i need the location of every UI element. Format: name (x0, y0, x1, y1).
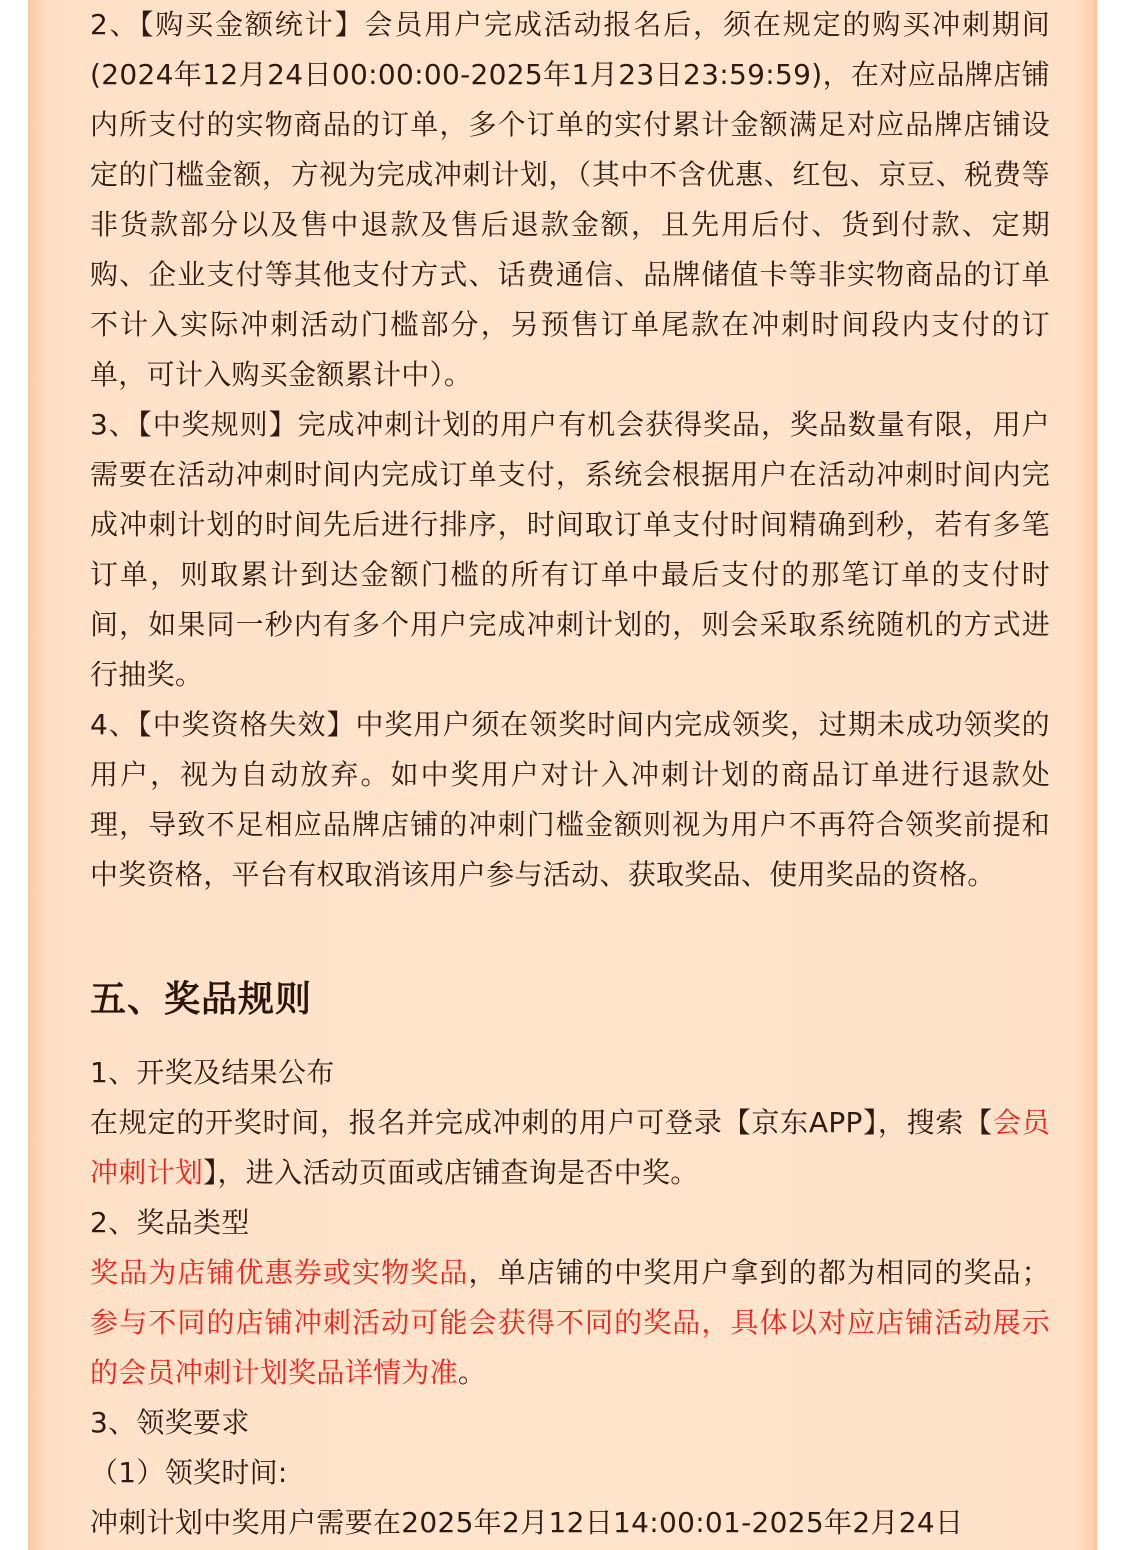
rules-content (90, 0, 1050, 1548)
rule-winning: 3、【中奖规则】完成冲刺计划的用户有机会获得奖品，奖品数量有限，用户需要在活动冲刺时间内完成订单支付，系统会根据用户在活动冲刺时间内完成冲刺计划的时间先后进行排序，时间取订单支付时间精确到秒，若有多笔订单，则取累计到达金额门槛的所有订单中最后支付的那笔订单的支付时间，如果同一秒内有多个用户完成冲刺计划的，则会采取系统随机的方式进行抽奖。 (90, 408, 1050, 691)
draw-text-b: 】，进入活动页面或店铺查询是否中奖。 (203, 1156, 699, 1189)
prize-type-end: 。 (457, 1356, 487, 1389)
subsection-title-prize-type: 2、奖品类型 (90, 1206, 250, 1239)
draw-text-a: 在规定的开奖时间，报名并完成冲刺的用户可登录【京东APP】，搜索【 (90, 1106, 993, 1139)
prize-type-highlight: 奖品为店铺优惠券或实物奖品 (90, 1256, 469, 1289)
subsection-title-claim: 3、领奖要求 (90, 1406, 250, 1439)
rule-disqualification: 4、【中奖资格失效】中奖用户须在领奖时间内完成领奖，过期未成功领奖的用户，视为自动放弃。如中奖用户对计入冲刺计划的商品订单进行退款处理，导致不足相应品牌店铺的冲刺门槛金额则视为用户不再符合领奖前提和中奖资格，平台有权取消该用户参与活动、获取奖品、使用奖品的资格。 (90, 708, 1050, 891)
rule-purchase-amount: 2、【购买金额统计】会员用户完成活动报名后，须在规定的购买冲刺期间(2024年12月24日00:00:00-2025年1月23日23:59:59)，在对应品牌店铺内所支付的实物商品的订单，多个订单的实付累计金额满足对应品牌店铺设定的门槛金额，方视为完成冲刺计划，（其中不含优惠、红包、京豆、税费等非货款部分以及售中退款及售后退款金额，且先用后付、货到付款、定期购、企业支付等其他支付方式、话费通信、品牌储值卡等非实物商品的订单不计入实际冲刺活动门槛部分，另预售订单尾款在冲刺时间段内支付的订单，可计入购买金额累计中）。 (90, 8, 1050, 391)
draw-instructions (90, 1098, 1050, 1198)
claim-time-text: 冲刺计划中奖用户需要在2025年2月12日14:00:01-2025年2月24日 (90, 1506, 964, 1539)
subsection-title-draw: 1、开奖及结果公布 (90, 1056, 335, 1089)
prize-difference-highlight: 参与不同的店铺冲刺活动可能会获得不同的奖品，具体以对应店铺活动展示的会员冲刺计划奖品详情为准 (90, 1306, 1050, 1389)
search-keyword-link[interactable]: 会员冲刺计划 (90, 1106, 1050, 1189)
section-spacer (90, 900, 1050, 952)
claim-time-label: （1）领奖时间: (90, 1456, 288, 1489)
prize-type-text: ，单店铺的中奖用户拿到的都为相同的奖品； (468, 1256, 1050, 1289)
prize-type-description (90, 1248, 1050, 1398)
section-title-prize-rules: 五、奖品规则 (90, 979, 313, 1020)
